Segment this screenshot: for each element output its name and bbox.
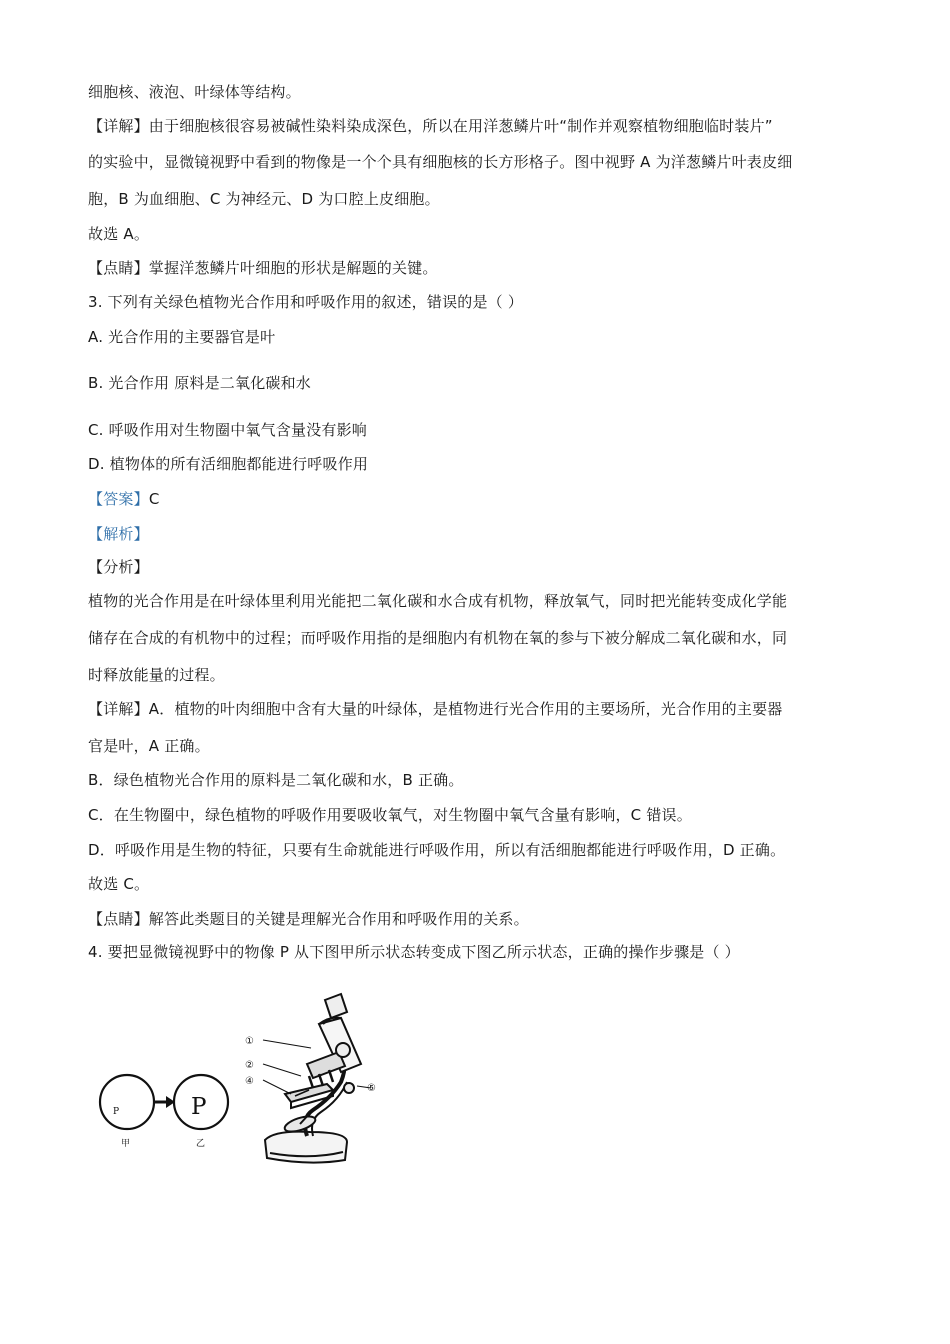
text-line: 故选 A。 xyxy=(88,225,150,243)
text-line: 植物的光合作用是在叶绿体里利用光能把二氧化碳和水合成有机物，释放氧气，同时把光能转变成化学能 xyxy=(88,592,788,610)
text-line: 【详解】A．植物的叶肉细胞中含有大量的叶绿体，是植物进行光合作用的主要场所，光合作用的主要器 xyxy=(88,700,783,718)
view-yi xyxy=(174,1075,228,1149)
text-line: C．在生物圈中，绿色植物的呼吸作用要吸收氧气，对生物圈中氧气含量有影响，C 错误。 xyxy=(88,806,692,824)
microscope-figure xyxy=(95,990,385,1175)
option-d: D. 植物体的所有活细胞都能进行呼吸作用 xyxy=(88,455,369,473)
text-line: 故选 C。 xyxy=(88,875,150,893)
question-4-stem: 4. 要把显微镜视野中的物像 P 从下图甲所示状态转变成下图乙所示状态，正确的操作步骤是（ ） xyxy=(88,943,740,961)
text-line: 细胞核、液泡、叶绿体等结构。 xyxy=(88,83,301,101)
view-yi-label: 乙 xyxy=(196,1139,206,1149)
text-line: 【点睛】解答此类题目的关键是理解光合作用和呼吸作用的关系。 xyxy=(88,910,529,928)
text-line: 官是叶，A 正确。 xyxy=(88,737,210,755)
text-line: D．呼吸作用是生物的特征，只要有生命就能进行呼吸作用，所以有活细胞都能进行呼吸作用，D 正确。 xyxy=(88,841,786,859)
text-line: 的实验中，显微镜视野中看到的物像是一个个具有细胞核的长方形格子。图中视野 A 为洋葱鳞片叶表皮细 xyxy=(88,153,793,171)
text-line: 【点睛】掌握洋葱鳞片叶细胞的形状是解题的关键。 xyxy=(88,259,438,277)
arrow-icon xyxy=(155,1096,175,1108)
view-jia xyxy=(100,1075,154,1149)
answer-line xyxy=(88,489,878,509)
text-line: 【分析】 xyxy=(88,558,149,576)
callout-2: ② xyxy=(245,1060,254,1071)
view-jia-letter: P xyxy=(113,1107,120,1117)
callout-5: ⑤ xyxy=(367,1083,376,1094)
view-jia-label: 甲 xyxy=(121,1139,131,1149)
view-yi-letter: P xyxy=(191,1094,207,1120)
text-line: 储存在合成的有机物中的过程；而呼吸作用指的是细胞内有机物在氧的参与下被分解成二氧化碳和水，同 xyxy=(88,629,788,647)
analysis-label: 【解析】 xyxy=(88,525,149,543)
option-b: B. 光合作用 原料是二氧化碳和水 xyxy=(88,374,311,392)
text-line: 【详解】由于细胞核很容易被碱性染料染成深色，所以在用洋葱鳞片叶“制作并观察植物细胞临时装片” xyxy=(88,117,773,135)
microscope-icon xyxy=(263,994,371,1163)
option-c: C. 呼吸作用对生物圈中氧气含量没有影响 xyxy=(88,421,368,439)
callout-4: ④ xyxy=(245,1076,254,1087)
answer-label: 【答案】 xyxy=(88,490,149,508)
text-line: B．绿色植物光合作用的原料是二氧化碳和水，B 正确。 xyxy=(88,771,464,789)
text-line: 胞，B 为血细胞、C 为神经元、D 为口腔上皮细胞。 xyxy=(88,190,440,208)
option-a: A. 光合作用的主要器官是叶 xyxy=(88,328,276,346)
callout-1: ① xyxy=(245,1036,254,1047)
answer-value: C xyxy=(148,490,160,508)
text-line: 时释放能量的过程。 xyxy=(88,666,225,684)
question-3-stem: 3. 下列有关绿色植物光合作用和呼吸作用的叙述，错误的是（ ） xyxy=(88,293,524,311)
